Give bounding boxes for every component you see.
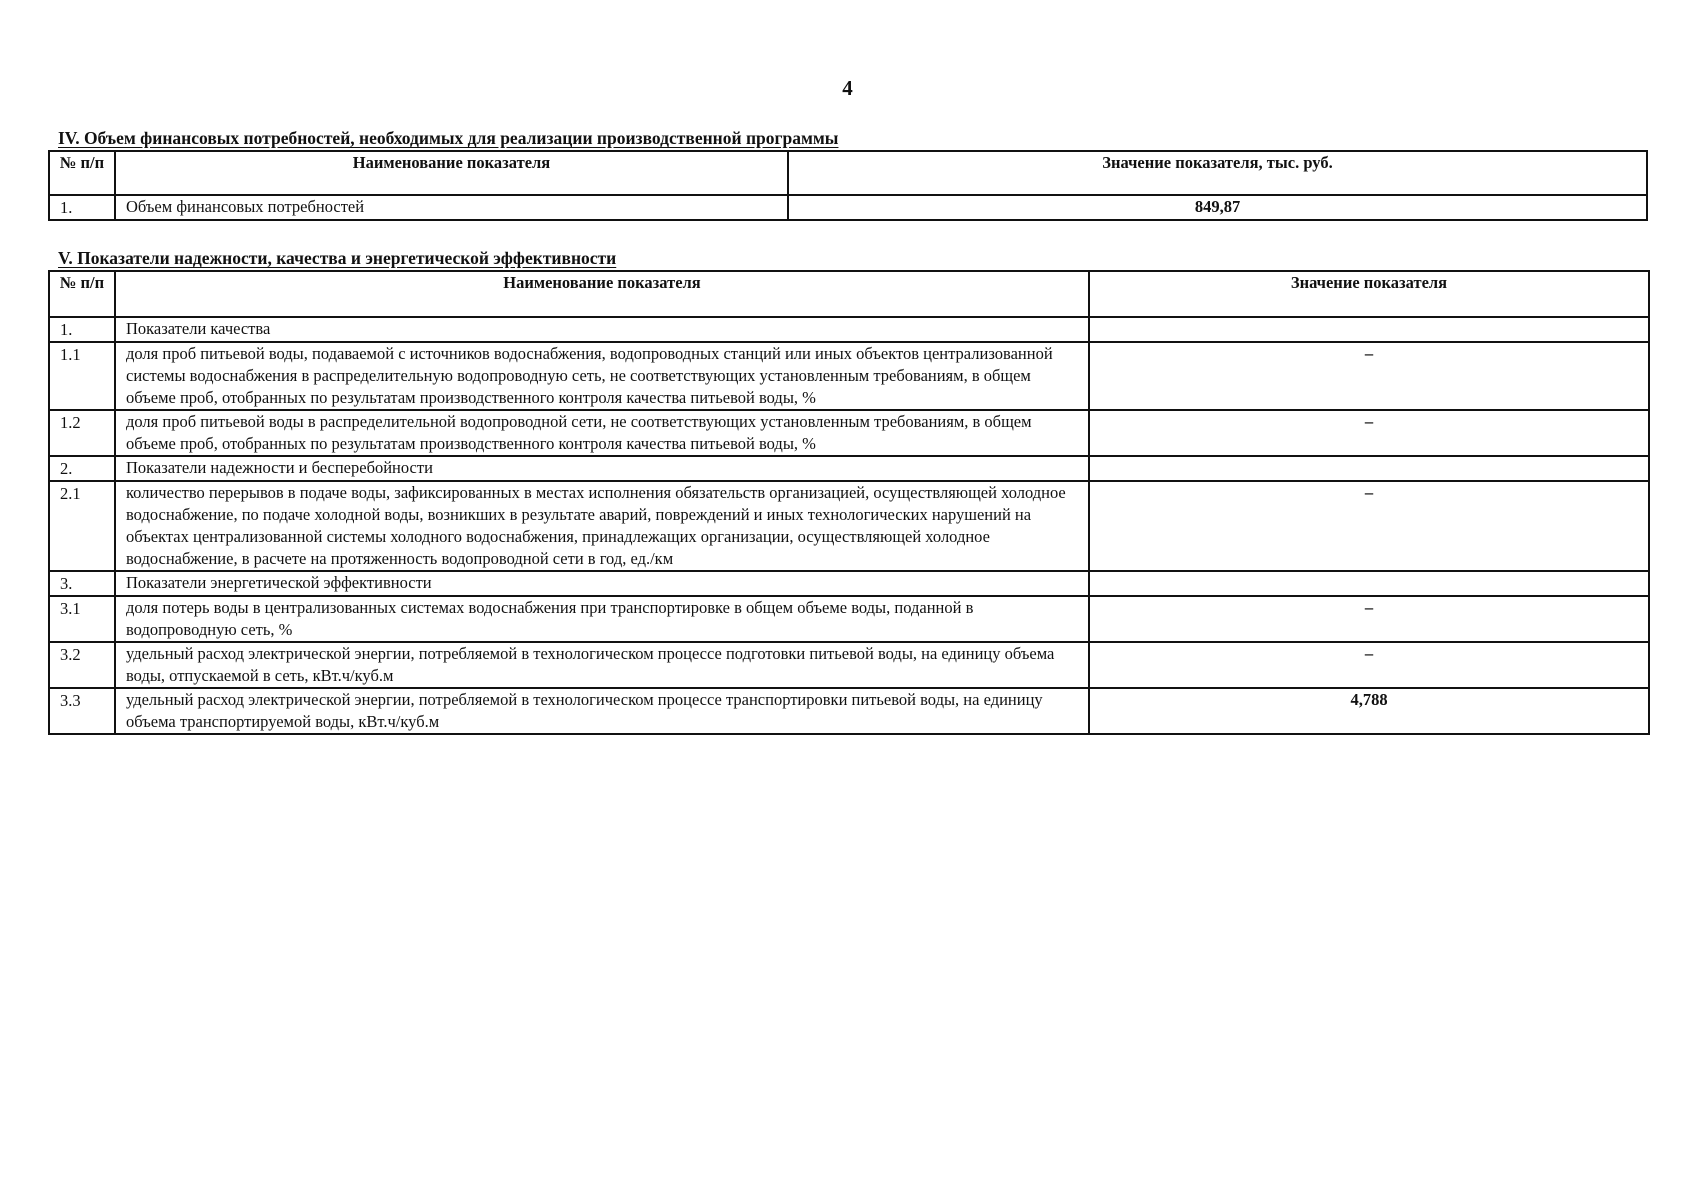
header-num: № п/п — [49, 151, 115, 195]
row-num: 1.1 — [49, 342, 115, 410]
row-name: удельный расход электрической энергии, потребляемой в технологическом процессе транспортировки питьевой воды, на единицу объема транспортируемой воды, кВт.ч/куб.м — [115, 688, 1089, 734]
row-num: 1. — [49, 195, 115, 220]
section-v-title: V. Показатели надежности, качества и энергетической эффективности — [58, 248, 617, 268]
table-row — [49, 571, 1649, 596]
table-row — [49, 195, 1647, 220]
row-value: – — [1089, 410, 1649, 456]
section-iv-title: IV. Объем финансовых потребностей, необходимых для реализации производственной программы — [58, 128, 839, 148]
row-name: удельный расход электрической энергии, потребляемой в технологическом процессе подготовки питьевой воды, на единицу объема воды, отпускаемой в сеть, кВт.ч/куб.м — [115, 642, 1089, 688]
table-header-row — [49, 271, 1649, 317]
header-name: Наименование показателя — [115, 271, 1089, 317]
row-num: 3.1 — [49, 596, 115, 642]
header-value: Значение показателя — [1089, 271, 1649, 317]
row-name: Показатели качества — [115, 317, 1089, 342]
table-row — [49, 642, 1649, 688]
table-row — [49, 688, 1649, 734]
row-name: доля потерь воды в централизованных системах водоснабжения при транспортировке в общем объеме воды, поданной в водопроводную сеть, % — [115, 596, 1089, 642]
row-value: – — [1089, 596, 1649, 642]
row-num: 1. — [49, 317, 115, 342]
row-value: 4,788 — [1089, 688, 1649, 734]
row-name: доля проб питьевой воды в распределительной водопроводной сети, не соответствующих установленным требованиям, в общем объеме проб, отобранных по результатам производственного контроля качества питьевой воды, % — [115, 410, 1089, 456]
table-row — [49, 410, 1649, 456]
header-num: № п/п — [49, 271, 115, 317]
row-name: Показатели энергетической эффективности — [115, 571, 1089, 596]
financial-needs-table — [48, 150, 1648, 221]
row-num: 3.2 — [49, 642, 115, 688]
row-value: – — [1089, 481, 1649, 571]
table-row — [49, 596, 1649, 642]
row-value — [1089, 317, 1649, 342]
table-row — [49, 456, 1649, 481]
row-value: – — [1089, 342, 1649, 410]
row-name: Показатели надежности и бесперебойности — [115, 456, 1089, 481]
table-header-row — [49, 151, 1647, 195]
header-name: Наименование показателя — [115, 151, 788, 195]
row-num: 3. — [49, 571, 115, 596]
header-value: Значение показателя, тыс. руб. — [788, 151, 1647, 195]
row-value — [1089, 456, 1649, 481]
row-value: 849,87 — [788, 195, 1647, 220]
table-row — [49, 317, 1649, 342]
row-num: 2.1 — [49, 481, 115, 571]
page-number: 4 — [842, 76, 853, 100]
row-name: Объем финансовых потребностей — [115, 195, 788, 220]
table-row — [49, 481, 1649, 571]
row-name: количество перерывов в подаче воды, зафиксированных в местах исполнения обязательств организацией, осуществляющей холодное водоснабжение, по подаче холодной воды, возникших в результате аварий, повреждений и иных технологических нарушений на объектах централизованной системы холодного водоснабжения, принадлежащих организации, осуществляющей холодное водоснабжение, в расчете на протяженность водопроводной сети в год, ед./км — [115, 481, 1089, 571]
row-num: 3.3 — [49, 688, 115, 734]
table-row — [49, 342, 1649, 410]
indicators-table — [48, 270, 1650, 735]
row-value: – — [1089, 642, 1649, 688]
row-num: 1.2 — [49, 410, 115, 456]
row-name: доля проб питьевой воды, подаваемой с источников водоснабжения, водопроводных станций или иных объектов централизованной системы водоснабжения в распределительную водопроводную сеть, не соответствующих установленным требованиям, в общем объеме проб, отобранных по результатам производственного контроля качества питьевой воды, % — [115, 342, 1089, 410]
row-value — [1089, 571, 1649, 596]
row-num: 2. — [49, 456, 115, 481]
